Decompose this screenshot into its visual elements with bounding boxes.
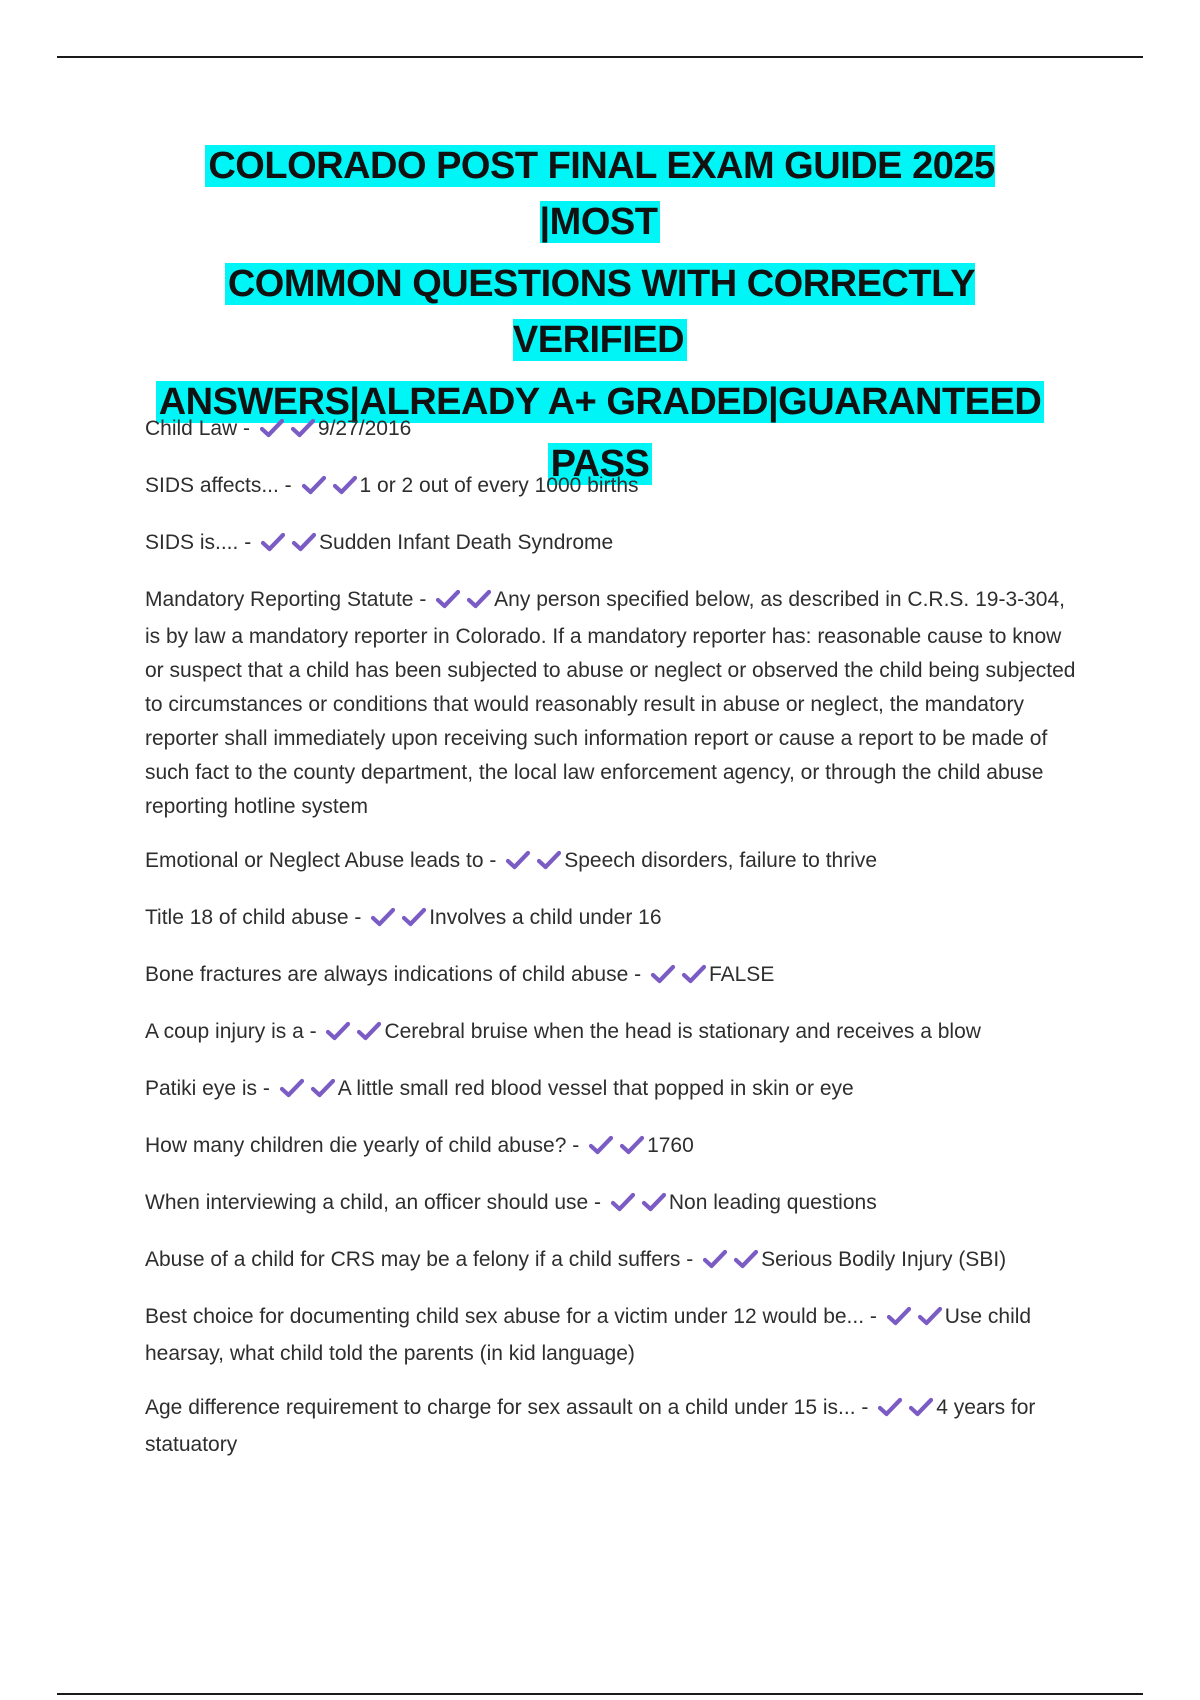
- qa-item: [145, 958, 1080, 995]
- separator: -: [483, 849, 503, 872]
- answer-text: 1760: [647, 1134, 694, 1157]
- qa-item: [145, 1186, 1080, 1223]
- qa-item: [145, 1072, 1080, 1109]
- double-check-icon: [887, 1303, 943, 1337]
- separator: -: [588, 1191, 607, 1214]
- question-text: How many children die yearly of child abuse?: [145, 1134, 567, 1157]
- answer-text: 4 years for statuatory: [145, 1396, 1036, 1456]
- qa-item: [145, 469, 1080, 506]
- double-check-icon: [611, 1189, 667, 1223]
- title-line-1: COLORADO POST FINAL EXAM GUIDE 2025 |MOST: [140, 138, 1060, 250]
- separator: -: [413, 588, 433, 611]
- top-rule: [57, 56, 1143, 58]
- qa-list: [145, 412, 1080, 1482]
- question-text: Best choice for documenting child sex abuse for a victim under 12 would be...: [145, 1305, 865, 1328]
- answer-text: Involves a child under 16: [429, 906, 662, 929]
- double-check-icon: [326, 1018, 382, 1052]
- question-text: Emotional or Neglect Abuse leads to: [145, 849, 484, 872]
- double-check-icon: [878, 1394, 934, 1428]
- qa-item: [145, 844, 1080, 881]
- answer-text: 9/27/2016: [317, 417, 412, 440]
- double-check-icon: [589, 1132, 645, 1166]
- title-line-3: ANSWERS|ALREADY A+ GRADED|GUARANTEED: [156, 374, 1045, 430]
- double-check-icon: [302, 472, 358, 506]
- separator: -: [566, 1134, 586, 1157]
- question-text: When interviewing a child, an officer should use: [145, 1191, 589, 1214]
- question-text: SIDS affects...: [145, 474, 279, 497]
- separator: -: [628, 963, 647, 986]
- qa-item: [145, 901, 1080, 938]
- title-line-4: PASS: [548, 436, 653, 492]
- question-text: SIDS is....: [145, 531, 239, 554]
- double-check-icon: [371, 904, 427, 938]
- question-text: Mandatory Reporting Statute: [145, 588, 414, 611]
- qa-item: [145, 1015, 1080, 1052]
- answer-text: A little small red blood vessel that popped in skin or eye: [337, 1077, 854, 1100]
- bottom-rule: [57, 1693, 1143, 1695]
- answer-text: Use child hearsay, what child told the parents (in kid language): [145, 1305, 1032, 1365]
- separator: -: [855, 1396, 875, 1419]
- qa-item: [145, 583, 1080, 824]
- double-check-icon: [703, 1246, 759, 1280]
- qa-item: [145, 1300, 1080, 1371]
- double-check-icon: [260, 415, 316, 449]
- qa-item: [145, 1391, 1080, 1462]
- answer-text: Cerebral bruise when the head is stationary and receives a blow: [384, 1020, 981, 1043]
- question-text: Title 18 of child abuse: [145, 906, 349, 929]
- separator: -: [238, 531, 258, 554]
- answer-text: Sudden Infant Death Syndrome: [319, 531, 614, 554]
- separator: -: [278, 474, 298, 497]
- double-check-icon: [280, 1075, 336, 1109]
- qa-item: [145, 526, 1080, 563]
- question-text: Patiki eye is: [145, 1077, 258, 1100]
- separator: -: [864, 1305, 883, 1328]
- double-check-icon: [651, 961, 707, 995]
- answer-text: Non leading questions: [668, 1191, 877, 1214]
- question-text: Abuse of a child for CRS may be a felony if a child suffers: [145, 1248, 681, 1271]
- separator: -: [257, 1077, 276, 1100]
- separator: -: [348, 906, 368, 929]
- double-check-icon: [436, 586, 492, 620]
- double-check-icon: [506, 847, 562, 881]
- answer-text: FALSE: [708, 963, 775, 986]
- separator: -: [303, 1020, 323, 1043]
- question-text: Bone fractures are always indications of child abuse: [145, 963, 629, 986]
- title-line-2: COMMON QUESTIONS WITH CORRECTLY VERIFIED: [140, 256, 1060, 368]
- answer-text: Any person specified below, as described in C.R.S. 19-3-304, is by law a mandatory reporter in Colorado. If a mandatory reporter has: reasonable cause to know or suspect that a child has been subjected to abuse or neglect or observed the child being subjected to circumstances or conditions that would reasonably result in abuse or neglect, the mandatory reporter shall immediately upon receiving such information report or cause a report to be made of such fact to the county department, the local law enforcement agency, or through the child abuse reporting hotline system: [145, 588, 1076, 818]
- answer-text: Speech disorders, failure to thrive: [564, 849, 878, 872]
- qa-item: [145, 1129, 1080, 1166]
- question-text: Age difference requirement to charge for sex assault on a child under 15 is...: [145, 1396, 856, 1419]
- separator: -: [237, 417, 256, 440]
- qa-item: [145, 1243, 1080, 1280]
- separator: -: [680, 1248, 700, 1271]
- question-text: Child Law: [145, 417, 238, 440]
- answer-text: 1 or 2 out of every 1000 births: [359, 474, 639, 497]
- qa-item: [145, 412, 1080, 449]
- answer-text: Serious Bodily Injury (SBI): [761, 1248, 1007, 1271]
- double-check-icon: [261, 529, 317, 563]
- question-text: A coup injury is a: [145, 1020, 304, 1043]
